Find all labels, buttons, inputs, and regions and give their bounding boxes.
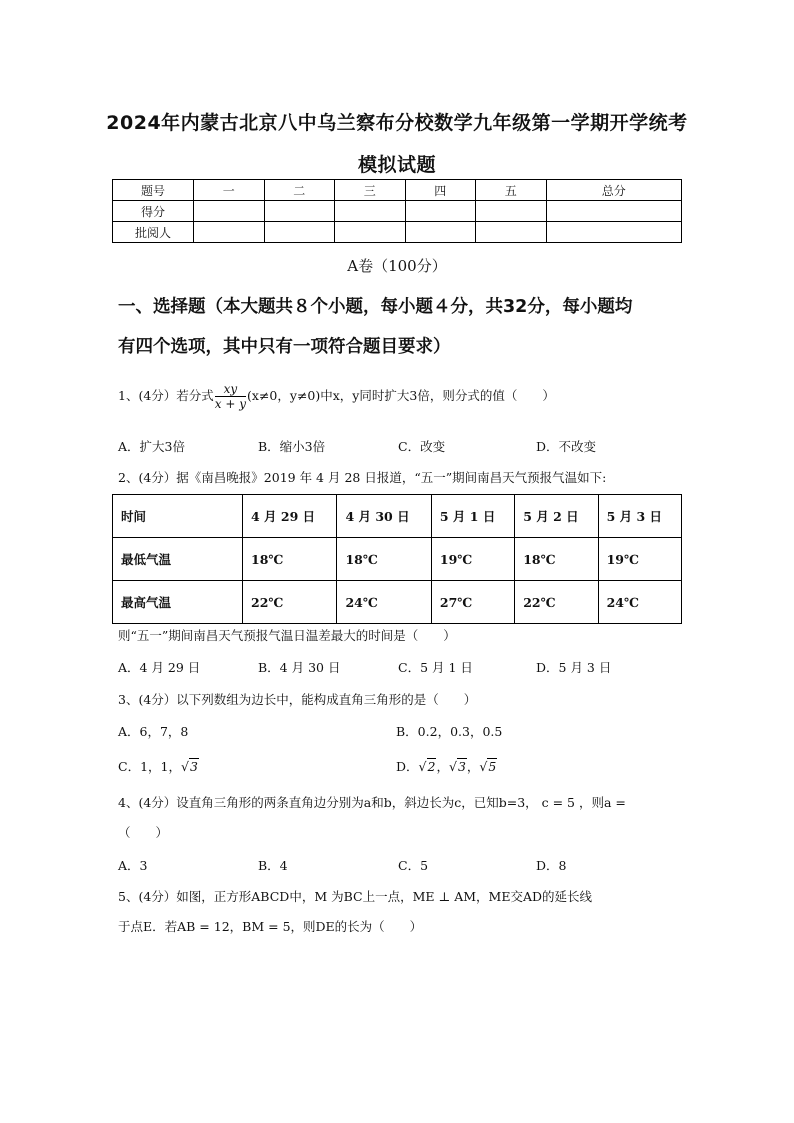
score-cell: 三 bbox=[335, 180, 406, 201]
weather-cell: 5 月 3 日 bbox=[598, 495, 681, 538]
q4-option-a[interactable]: A．3 bbox=[118, 858, 148, 873]
q1-prefix: 1、(4分）若分式 bbox=[118, 388, 214, 403]
score-row-label: 批阅人 bbox=[113, 222, 194, 243]
question-4-line1: 4、(4分）设直角三角形的两条直角边分别为a和b，斜边长为c，已知b=3， c = 5 ，则a = bbox=[118, 795, 626, 810]
weather-cell: 22℃ bbox=[515, 581, 598, 624]
question-5-line1: 5、(4分）如图，正方形ABCD中，M 为BC上一点，ME ⊥ AM，ME交AD的延长线 bbox=[118, 889, 592, 904]
weather-cell: 19℃ bbox=[431, 538, 514, 581]
weather-cell: 5 月 2 日 bbox=[515, 495, 598, 538]
score-input-cell[interactable] bbox=[264, 201, 335, 222]
q1-suffix: (x≠0，y≠0)中x，y同时扩大3倍，则分式的值（ ） bbox=[247, 388, 555, 403]
page-subtitle: 模拟试题 bbox=[357, 154, 436, 176]
weather-cell: 最高气温 bbox=[113, 581, 243, 624]
q3-option-c-prefix: C．1，1， bbox=[118, 759, 181, 774]
page-title: 2024年内蒙古北京八中乌兰察布分校数学九年级第一学期开学统考 bbox=[106, 112, 688, 134]
q2-option-b[interactable]: B．4 月 30 日 bbox=[258, 660, 341, 675]
q3-option-c-radicand: 3 bbox=[189, 759, 198, 774]
question-4-line2: （ ） bbox=[118, 825, 169, 840]
score-input-cell[interactable] bbox=[546, 222, 682, 243]
q2-option-c[interactable]: C．5 月 1 日 bbox=[398, 660, 473, 675]
weather-cell: 18℃ bbox=[337, 538, 431, 581]
weather-cell: 时间 bbox=[113, 495, 243, 538]
score-table-header-row bbox=[113, 180, 682, 201]
weather-cell: 24℃ bbox=[598, 581, 681, 624]
q3-option-d-radicand-1: 2 bbox=[427, 759, 436, 774]
q1-fraction-denominator: x + y bbox=[214, 397, 247, 411]
q1-option-c[interactable]: C．改变 bbox=[398, 439, 446, 454]
score-input-cell[interactable] bbox=[405, 222, 476, 243]
q2-option-a[interactable]: A．4 月 29 日 bbox=[118, 660, 201, 675]
q3-option-d[interactable]: D．√2，√3，√5 bbox=[396, 757, 497, 777]
weather-cell: 最低气温 bbox=[113, 538, 243, 581]
question-1-stem bbox=[118, 382, 688, 411]
q3-option-b[interactable]: B．0.2，0.3，0.5 bbox=[396, 724, 503, 739]
score-table bbox=[112, 179, 682, 243]
section-a-heading: A卷（100分） bbox=[347, 257, 447, 275]
weather-cell: 4 月 30 日 bbox=[337, 495, 431, 538]
score-input-cell[interactable] bbox=[335, 201, 406, 222]
weather-cell: 18℃ bbox=[243, 538, 337, 581]
score-input-cell[interactable] bbox=[476, 222, 547, 243]
section-1-heading-line1: 一、选择题（本大题共８个小题，每小题４分，共32分，每小题均 bbox=[118, 297, 633, 317]
score-input-cell[interactable] bbox=[405, 201, 476, 222]
question-3-stem: 3、(4分）以下列数组为边长中，能构成直角三角形的是（ ） bbox=[118, 692, 477, 707]
score-cell: 题号 bbox=[113, 180, 194, 201]
q3-option-a[interactable]: A．6，7，8 bbox=[118, 724, 189, 739]
sqrt-icon: √2 bbox=[418, 759, 436, 774]
q3-option-d-prefix: D． bbox=[396, 759, 419, 774]
weather-table bbox=[112, 494, 682, 624]
score-table-row bbox=[113, 201, 682, 222]
q1-option-b[interactable]: B．缩小3倍 bbox=[258, 439, 326, 454]
score-cell: 五 bbox=[476, 180, 547, 201]
question-5-line2: 于点E．若AB = 12，BM = 5，则DE的长为（ ） bbox=[118, 919, 423, 934]
section-1-heading-line2: 有四个选项，其中只有一项符合题目要求） bbox=[118, 337, 451, 357]
weather-cell: 22℃ bbox=[243, 581, 337, 624]
weather-row-time bbox=[113, 495, 682, 538]
score-input-cell[interactable] bbox=[194, 222, 265, 243]
weather-row-low bbox=[113, 538, 682, 581]
q4-option-c[interactable]: C．5 bbox=[398, 858, 429, 873]
question-2-question: 则“五一”期间南昌天气预报气温日温差最大的时间是（ ） bbox=[118, 628, 456, 643]
weather-cell: 5 月 1 日 bbox=[431, 495, 514, 538]
weather-cell: 18℃ bbox=[515, 538, 598, 581]
q4-option-b[interactable]: B．4 bbox=[258, 858, 288, 873]
score-cell: 一 bbox=[194, 180, 265, 201]
q3-option-c[interactable] bbox=[118, 757, 199, 777]
weather-cell: 27℃ bbox=[431, 581, 514, 624]
score-cell: 二 bbox=[264, 180, 335, 201]
score-row-label: 得分 bbox=[113, 201, 194, 222]
q3-option-d-radicand-3: 5 bbox=[488, 759, 497, 774]
q1-fraction bbox=[215, 382, 246, 411]
score-cell: 总分 bbox=[546, 180, 682, 201]
q1-option-a[interactable]: A．扩大3倍 bbox=[118, 439, 185, 454]
weather-row-high bbox=[113, 581, 682, 624]
sqrt-icon: √3 bbox=[180, 759, 198, 774]
score-input-cell[interactable] bbox=[476, 201, 547, 222]
question-2-stem: 2、(4分）据《南昌晚报》2019 年 4 月 28 日报道，“五一”期间南昌天气预报气温如下: bbox=[118, 470, 607, 485]
score-input-cell[interactable] bbox=[194, 201, 265, 222]
score-input-cell[interactable] bbox=[264, 222, 335, 243]
sqrt-icon: √3 bbox=[448, 759, 466, 774]
score-input-cell[interactable] bbox=[335, 222, 406, 243]
q2-option-d[interactable]: D．5 月 3 日 bbox=[536, 660, 612, 675]
q4-option-d[interactable]: D．8 bbox=[536, 858, 567, 873]
score-cell: 四 bbox=[405, 180, 476, 201]
score-table-row bbox=[113, 222, 682, 243]
sqrt-icon: √5 bbox=[479, 759, 497, 774]
weather-cell: 24℃ bbox=[337, 581, 431, 624]
q1-fraction-numerator: xy bbox=[215, 382, 246, 397]
score-input-cell[interactable] bbox=[546, 201, 682, 222]
q1-option-d[interactable]: D．不改变 bbox=[536, 439, 597, 454]
q3-option-d-radicand-2: 3 bbox=[457, 759, 466, 774]
weather-cell: 19℃ bbox=[598, 538, 681, 581]
weather-cell: 4 月 29 日 bbox=[243, 495, 337, 538]
